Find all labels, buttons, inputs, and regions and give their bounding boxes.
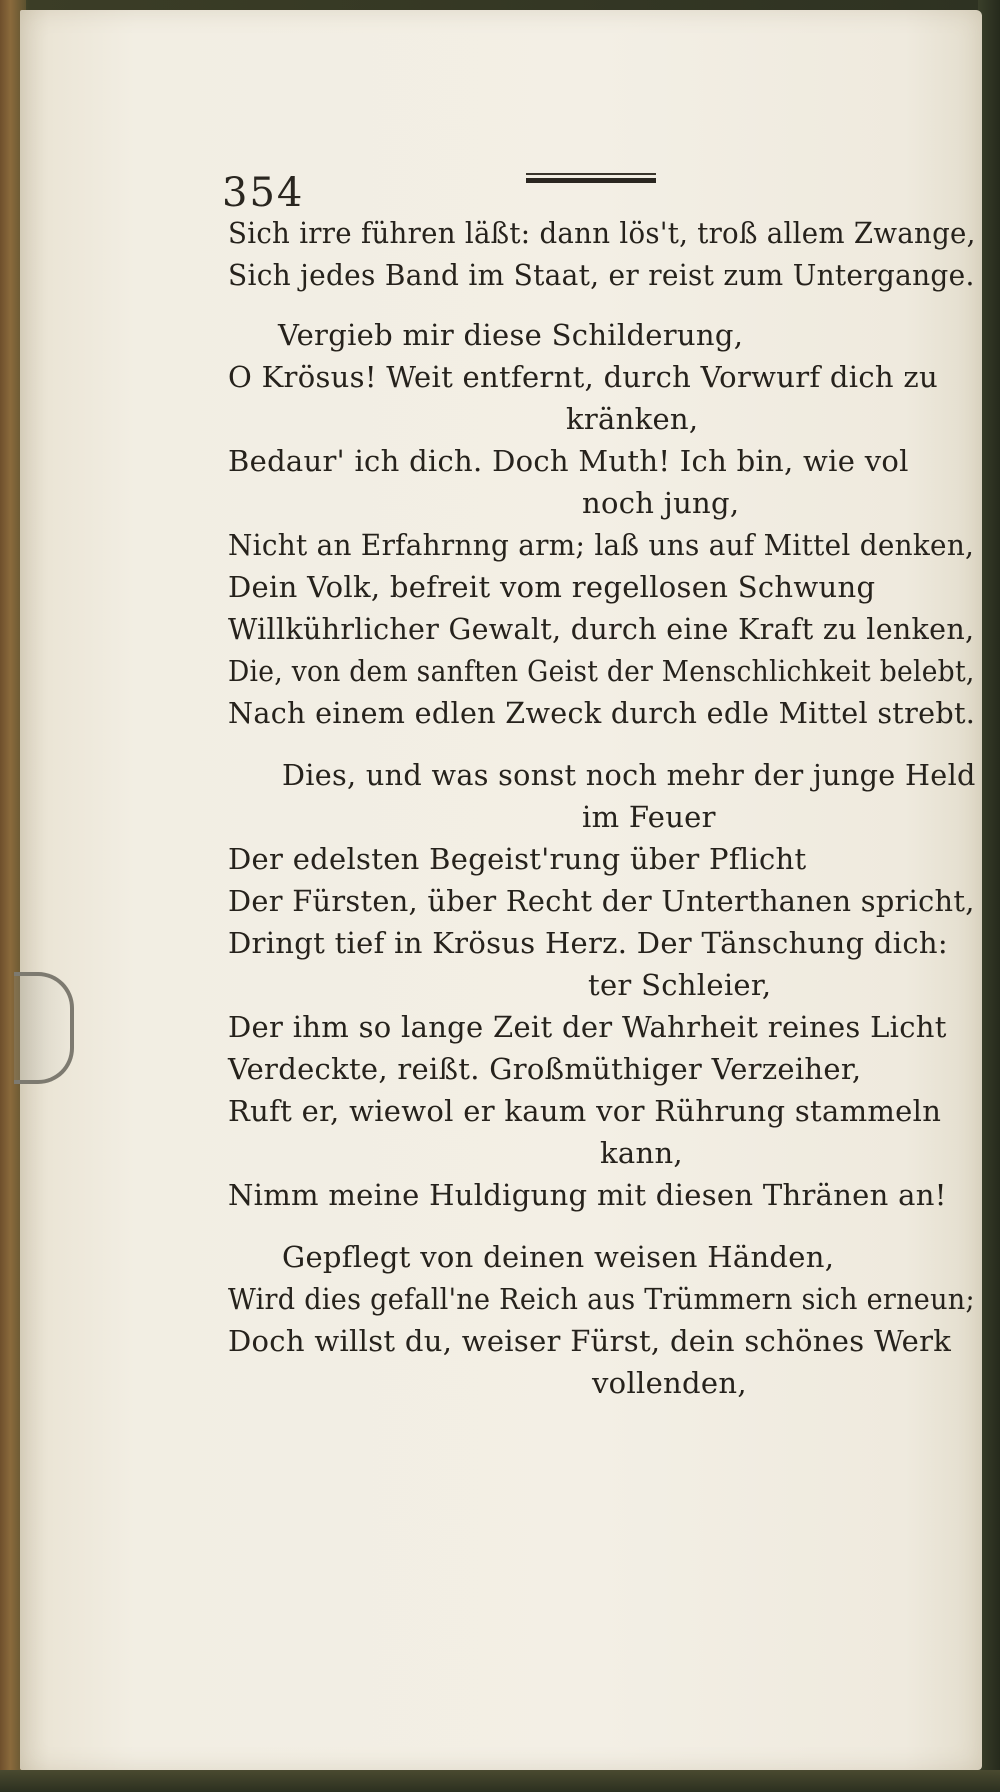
- verse-line: Willkührlicher Gewalt, durch eine Kraft zu lenken,: [228, 612, 975, 646]
- verse-line: ter Schleier,: [588, 968, 772, 1002]
- verse-line: Dringt tief in Krösus Herz. Der Tänschung dich:: [228, 926, 948, 960]
- verse-line: Dein Volk, befreit vom regellosen Schwung: [228, 570, 876, 604]
- verse-line: Gepflegt von deinen weisen Händen,: [282, 1240, 835, 1274]
- verse-line: Die, von dem sanften Geist der Menschlichkeit belebt,: [228, 654, 975, 688]
- verse-text: [20, 10, 982, 1770]
- verse-line: Der ihm so lange Zeit der Wahrheit reines Licht: [228, 1010, 947, 1044]
- paper-page: [20, 10, 982, 1770]
- verse-line: noch jung,: [582, 486, 740, 520]
- verse-line: Ruft er, wiewol er kaum vor Rührung stammeln: [228, 1094, 942, 1128]
- verse-line: Dies, und was sonst noch mehr der junge Held: [282, 758, 976, 792]
- verse-line: Verdeckte, reißt. Großmüthiger Verzeiher,: [228, 1052, 862, 1086]
- verse-line: vollenden,: [592, 1366, 747, 1400]
- verse-line: Bedaur' ich dich. Doch Muth! Ich bin, wie vol: [228, 444, 909, 478]
- book-cover-edge-bottom: [0, 1770, 1000, 1792]
- verse-line: Sich jedes Band im Staat, er reist zum Untergange.: [228, 258, 975, 292]
- page-number: 354: [222, 170, 305, 216]
- verse-line: Nimm meine Huldigung mit diesen Thränen an!: [228, 1178, 947, 1212]
- verse-line: O Krösus! Weit entfernt, durch Vorwurf dich zu: [228, 360, 938, 394]
- verse-line: Nach einem edlen Zweck durch edle Mittel strebt.: [228, 696, 976, 730]
- verse-line: kann,: [600, 1136, 683, 1170]
- verse-line: kränken,: [566, 402, 699, 436]
- verse-line: Der Fürsten, über Recht der Unterthanen spricht,: [228, 884, 975, 918]
- verse-line: Sich irre führen läßt: dann lös't, troß allem Zwange,: [228, 216, 976, 250]
- verse-line: Wird dies gefall'ne Reich aus Trümmern sich erneun;: [228, 1282, 975, 1316]
- verse-line: Doch willst du, weiser Fürst, dein schönes Werk: [228, 1324, 952, 1358]
- verse-line: Vergieb mir diese Schilderung,: [278, 318, 744, 352]
- verse-line: Nicht an Erfahrnng arm; laß uns auf Mittel denken,: [228, 528, 975, 562]
- verse-line: im Feuer: [582, 800, 716, 834]
- verse-line: Der edelsten Begeist'rung über Pflicht: [228, 842, 807, 876]
